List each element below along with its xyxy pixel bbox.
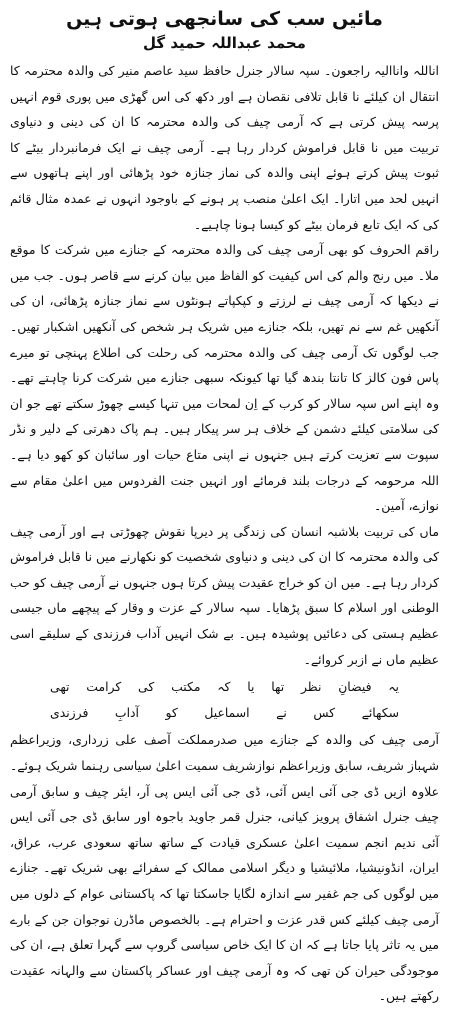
article-author: محمد عبداللہ حمید گل: [143, 34, 306, 52]
article-paragraph: راقم الحروف کو بھی آرمی چیف کی والدہ محترمہ کے جنازے میں شرکت کا موقع ملا۔ میں رنج والم کی اس کیفیت کو الفاظ میں بیان کرنے سے قاصر ہوں۔ جب میں نے دیکھا کہ آرمی چیف نے لرزتے و کپکپاتے ہونٹوں سے نماز جنازہ پڑھائی، ان کی آنکھیں غم سے نم تھیں، بلکہ جنازے میں شریک ہر شخص کی آنکھیں اشکبار تھیں۔ جب لوگوں تک آرمی چیف کی والدہ محترمہ کی رحلت کی اطلاع پہنچی تو میرے پاس فون کالز کا تانتا بندھ گیا تھا کیونکہ سبھی جنازے میں شرکت کرنا چاہتے تھے۔ وہ اپنے اس سپہ سالار کو کرب کے اِن لمحات میں تنہا کیسے چھوڑ سکتے تھے جو ان کی سلامتی کیلئے دشمن کے خلاف ہر سر پیکار ہیں۔ ہم پاک دھرتی کے دلیر و نڈر سپوت سے تعزیت کرتے ہیں جنہوں نے اپنی متاع حیات اور سائبان کو کھو دیا ہے۔ اللہ مرحومہ کے درجات بلند فرمائے اور انہیں جنت الفردوس میں اعلیٰ مقام سے نوازے، آمین۔: [10, 242, 439, 514]
verse-line: سکھائے کس نے اسماعیل کو آدابِ فرزندی: [50, 704, 399, 720]
poetry-couplet: [10, 674, 439, 725]
article-paragraph: ماں کی تربیت بلاشبہ انسان کی زندگی پر دیرپا نقوش چھوڑتی ہے اور آرمی چیف کی والدہ محترمہ کا ان کی دینی و دنیاوی شخصیت کو نکھارنے میں نا قابل فراموش کردار رہا ہے۔ میں ان کو خراج عقیدت پیش کرتا ہوں جنہوں نے آرمی چیف کو حب الوطنی اور اسلام کا سبق پڑھایا۔ سپہ سالار کے عزت و وقار کے پیچھے ماں جیسی عظیم ہستی کی دعائیں پوشیدہ ہیں۔ بے شک انہیں آداب فرزندی کے سلیقے اسی عظیم ماں نے ازبر کروائے۔: [10, 523, 439, 667]
article-paragraph: آرمی چیف کی والدہ کے جنازے میں صدرمملکت آصف علی زرداری، وزیراعظم شہباز شریف، سابق وزیراعظم نوازشریف سمیت اعلیٰ سیاسی رہنما شریک ہوئے۔ علاوہ ازیں ڈی جی آئی ایس آئی، ڈی جی آئی ایس پی آر، ایئر چیف و سابق آرمی چیف جنرل اشفاق پرویز کیانی، جنرل قمر جاوید باجوہ اور سابق ڈی جی آئی ایس آئی ندیم انجم سمیت اعلیٰ عسکری قیادت کے ساتھ ساتھ سعودی عرب، عراق، ایران، انڈونیشیا، ملائیشیا و دیگر اسلامی ممالک کے سفرائے بھی شریک تھے۔ جنازے میں لوگوں کی جم غفیر سے اندازہ لگایا جاسکتا تھا کہ پاکستانی عوام کے دلوں میں آرمی چیف کیلئے کس قدر عزت و احترام ہے۔ بالخصوص ماڈرن نوجوان جن کے بارے میں یہ تاثر پایا جاتا ہے کہ ان کا ایک خاص سیاسی گروپ سے گہرا تعلق ہے، ان کی موجودگی حیران کن تھی کہ وہ آرمی چیف اور عساکر پاکستان سے والہانہ عقیدت رکھتے ہیں۔: [10, 732, 439, 1004]
article-title: مائیں سب کی سانجھی ہوتی ہیں: [66, 8, 383, 30]
article-paragraph: اناللہ واناالیہ راجعون۔ سپہ سالار جنرل حافظ سید عاصم منیر کی والدہ محترمہ کا انتقال ان کیلئے نا قابل تلافی نقصان ہے اور دکھ کی اس گھڑی میں پوری قوم انہیں پرسہ پیش کرتی ہے کہ آرمی چیف کی والدہ محترمہ کا ان کی دینی و دنیاوی تربیت میں نا قابل فراموش کردار رہا ہے۔ آرمی چیف نے ایک فرمانبردار بیٹے کا ثبوت پیش کرتے ہوئے اپنی والدہ کی نماز جنازہ خود پڑھائی اور اپنے ہاتھوں سے انہیں لحد میں اتارا۔ ایک اعلیٰ منصب پر ہونے کے باوجود انہوں نے عمدہ مثال قائم کی کہ ایک تابع فرمان بیٹے کو کیسا ہونا چاہیے۔: [10, 63, 439, 232]
verse-line: یہ فیضانِ نظر تھا یا کہ مکتب کی کرامت تھی: [50, 679, 399, 695]
